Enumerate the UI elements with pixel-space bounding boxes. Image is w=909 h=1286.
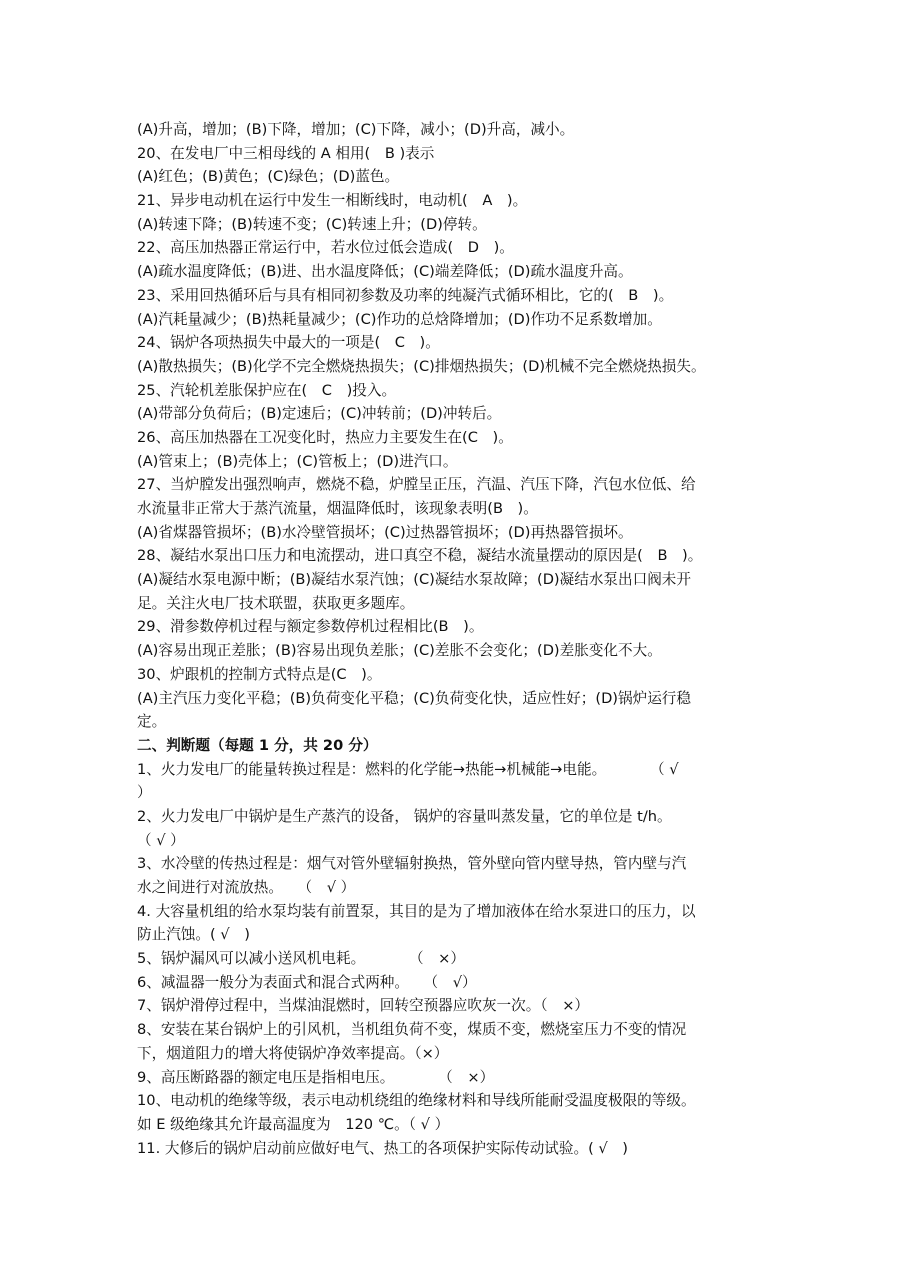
- text-line: (A)疏水温度降低；(B)进、出水温度降低；(C)端差降低；(D)疏水温度升高。: [137, 263, 633, 281]
- text-line: (A)红色；(B)黄色；(C)绿色；(D)蓝色。: [137, 168, 400, 186]
- text-line: (A)主汽压力变化平稳；(B)负荷变化平稳；(C)负荷变化快，适应性好；(D)锅炉运行稳: [137, 689, 691, 707]
- text-line: 29、滑参数停机过程与额定参数停机过程相比(B )。: [137, 618, 484, 636]
- text-line: (A)转速下降；(B)转速不变；(C)转速上升；(D)停转。: [137, 215, 487, 233]
- document-body: [137, 118, 782, 1160]
- text-line: 21、异步电动机在运行中发生一相断线时，电动机( A )。: [137, 192, 528, 210]
- text-line: ）: [137, 784, 152, 802]
- text-line: 30、炉跟机的控制方式特点是(C )。: [137, 665, 382, 683]
- text-line: 水流量非正常大于蒸汽流量，烟温降低时，该现象表明(B )。: [137, 500, 538, 517]
- text-line: 23、采用回热循环后与具有相同初参数及功率的纯凝汽式循环相比，它的( B )。: [137, 286, 674, 304]
- text-line: 7、锅炉滑停过程中，当煤油混燃时，回转空预器应吹灰一次。（ ×）: [137, 997, 590, 1015]
- section-heading: 二、判断题（每题 1 分，共 20 分）: [137, 736, 378, 754]
- text-line: 足。关注火电厂技术联盟，获取更多题库。: [137, 594, 415, 612]
- text-line: 2、火力发电厂中锅炉是生产蒸汽的设备， 锅炉的容量叫蒸发量，它的单位是 t/h。: [137, 807, 672, 825]
- text-line: 28、凝结水泵出口压力和电流摆动，进口真空不稳，凝结水流量摆动的原因是( B )。: [137, 547, 703, 565]
- text-line: 3、水冷壁的传热过程是：烟气对管外壁辐射换热，管外壁向管内壁导热，管内壁与汽: [137, 855, 687, 873]
- text-line: 8、安装在某台锅炉上的引风机，当机组负荷不变，煤质不变，燃烧室压力不变的情况: [137, 1021, 687, 1039]
- text-line: 1、火力发电厂的能量转换过程是：燃料的化学能→热能→机械能→电能。 （ √: [137, 760, 679, 778]
- text-line: 5、锅炉漏风可以减小送风机电耗。 （ ×）: [137, 950, 465, 968]
- text-line: 防止汽蚀。( √ ): [137, 926, 250, 944]
- text-line: 20、在发电厂中三相母线的 A 相用( B )表示: [137, 144, 435, 162]
- text-line: 下，烟道阻力的增大将使锅炉净效率提高。（×）: [137, 1044, 449, 1062]
- text-line: 24、锅炉各项热损失中最大的一项是( C )。: [137, 334, 440, 352]
- text-line: 4. 大容量机组的给水泵均装有前置泵，其目的是为了增加液体在给水泵进口的压力，以: [137, 902, 696, 920]
- text-line: (A)省煤器管损坏；(B)水冷壁管损坏；(C)过热器管损坏；(D)再热器管损坏。: [137, 523, 633, 541]
- text-line: 10、电动机的绝缘等级，表示电动机绕组的绝缘材料和导线所能耐受温度极限的等级。: [137, 1092, 696, 1110]
- text-line: (A)带部分负荷后；(B)定速后；(C)冲转前；(D)冲转后。: [137, 405, 502, 423]
- text-line: (A)凝结水泵电源中断；(B)凝结水泵汽蚀；(C)凝结水泵故障；(D)凝结水泵出口阀未开: [137, 571, 691, 589]
- text-line: 27、当炉膛发出强烈响声，燃烧不稳，炉膛呈正压，汽温、汽压下降，汽包水位低、给: [137, 476, 696, 494]
- text-line: （ √ ）: [137, 831, 185, 849]
- text-line: 如 E 级绝缘其允许最高温度为 120 ℃。（ √ ）: [137, 1115, 450, 1133]
- text-line: 定。: [137, 713, 167, 731]
- text-line: 水之间进行对流放热。 （ √ ）: [137, 879, 356, 896]
- text-line: (A)汽耗量减少；(B)热耗量减少；(C)作功的总焓降增加；(D)作功不足系数增加。: [137, 310, 662, 328]
- text-line: 6、减温器一般分为表面式和混合式两种。 （ √）: [137, 973, 477, 991]
- text-line: 9、高压断路器的额定电压是指相电压。 （ ×）: [137, 1068, 495, 1086]
- text-line: 25、汽轮机差胀保护应在( C )投入。: [137, 381, 397, 399]
- text-line: 11. 大修后的锅炉启动前应做好电气、热工的各项保护实际传动试验。( √ ): [137, 1139, 628, 1157]
- text-line: (A)升高，增加；(B)下降，增加；(C)下降，减小；(D)升高，减小。: [137, 121, 575, 138]
- text-line: 26、高压加热器在工况变化时，热应力主要发生在(C )。: [137, 428, 513, 446]
- text-line: (A)容易出现正差胀；(B)容易出现负差胀；(C)差胀不会变化；(D)差胀变化不大。: [137, 642, 662, 660]
- text-line: (A)散热损失；(B)化学不完全燃烧热损失；(C)排烟热损失；(D)机械不完全燃烧热损失。: [137, 357, 706, 375]
- text-line: (A)管束上；(B)壳体上；(C)管板上；(D)进汽口。: [137, 452, 458, 470]
- text-line: 22、高压加热器正常运行中，若水位过低会造成( D )。: [137, 239, 514, 257]
